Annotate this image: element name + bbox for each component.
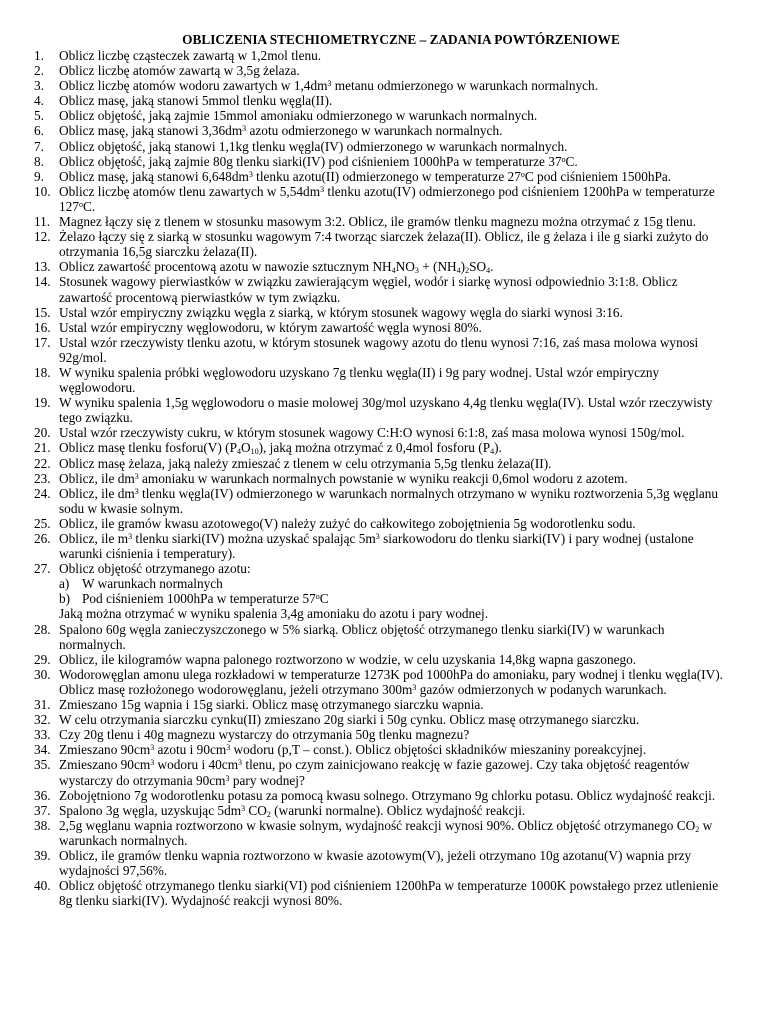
task-item [34,878,728,908]
text-segment: siarkowodoru do tlenku siarki(IV) i pary wodnej (ustalone warunki ciśnienia i temperatury). [59,531,694,562]
task-number: 20. [34,425,51,441]
task-item [34,788,728,803]
superscript: 3 [238,758,243,768]
task-number: 22. [34,455,51,471]
text-segment: C. [565,153,578,169]
task-number: 11. [34,214,51,230]
text-segment: Oblicz masę, jaką stanowi 3,36dm [59,123,243,139]
task-item [34,154,728,169]
task-item [34,78,728,93]
task-number: 21. [34,440,51,456]
text-segment: Oblicz zawartość procentową azotu w nawozie sztucznym NH [59,259,392,275]
superscript: 3 [241,803,246,813]
text-segment: Oblicz, ile dm [59,470,135,486]
task-item [34,229,728,259]
superscript: 3 [327,79,332,89]
task-item [34,486,728,516]
task-number: 33. [34,727,51,743]
text-segment: Oblicz, ile m [59,531,129,546]
task-item [34,108,728,123]
task-number: 34. [34,742,51,758]
text-segment: Oblicz masę tlenku fosforu(V) (P [59,440,237,456]
text-segment: Spalono 60g węgla zanieczyszczonego w 5% siarką. Oblicz objętość otrzymanego tlenku siarki(IV) w warunkach normalnych. [59,621,665,652]
text-segment: wodoru (p,T – const.). Oblicz objętości składników mieszaniny poreakcyjnej. [230,742,647,758]
task-number: 40. [34,878,51,894]
task-number: 19. [34,395,51,411]
text-segment: Ustal wzór rzeczywisty cukru, w którym stosunek wagowy C:H:O wynosi 6:1:8, zaś masa molowa wynosi 150g/mol. [59,425,685,441]
task-number: 13. [34,259,51,275]
task-number: 31. [34,697,51,713]
text-segment: Stosunek wagowy pierwiastków w związku zawierającym węgiel, wodór i siarkę wynosi odpowiednio 3:1:8. Oblicz zawartość procentową pierwiastków w tym związku. [59,274,678,305]
task-number: 10. [34,183,51,199]
superscript: 3 [320,184,325,194]
task-item [34,259,728,274]
text-segment: azotu i 90cm [154,742,227,758]
text-segment: Oblicz, ile gramów kwasu azotowego(V) należy zużyć do całkowitego zobojętnienia 5g wodorotlenku sodu. [59,515,636,531]
task-number: 24. [34,485,51,501]
subscript: 2 [695,824,700,834]
task-number: 4. [34,93,44,109]
task-continuation: Jaką można otrzymać w wyniku spalenia 3,4g amoniaku do azotu i pary wodnej. [59,606,489,622]
subscript: 2 [266,809,271,819]
text-segment: metanu odmierzonego w warunkach normalnych. [331,78,599,94]
text-segment: tlenku azotu(II) odmierzonego w temperaturze 27 [252,168,521,184]
task-number: 36. [34,787,51,803]
text-segment: Oblicz masę, jaką stanowi 5mmol tlenku węgla(II). [59,93,333,109]
text-segment: Oblicz objętość, jaką stanowi 1,1kg tlenku węgla(IV) odmierzonego w warunkach normalnych. [59,138,568,154]
task-number: 29. [34,651,51,667]
task-subitem [59,591,728,606]
text-segment: Ustal wzór empiryczny związku węgla z siarką, w którym stosunek wagowy węgla do siarki wynosi 3:16. [59,304,623,320]
text-segment: Czy 20g tlenu i 40g magnezu wystarczy do otrzymania 50g tlenku magnezu? [59,727,470,743]
task-number: 26. [34,531,51,546]
task-item [34,335,728,365]
task-number: 18. [34,364,51,380]
text-segment: Pod ciśnieniem 1000hPa w temperaturze 57 [82,591,316,607]
superscript: 3 [134,486,139,496]
task-item [34,456,728,471]
page-title: OBLICZENIA STECHIOMETRYCZNE – ZADANIA POWTÓRZENIOWE [182,32,620,47]
text-segment: ). [494,440,502,456]
task-item [34,274,728,304]
text-segment: Oblicz objętość otrzymanego tlenku siarki(VI) pod ciśnieniem 1200hPa w temperaturze 1000K powstałego przez utlenienie 8g tlenku siarki(IV). Wydajność reakcji wynosi 80%. [59,878,719,909]
task-item [34,63,728,78]
task-number: 14. [34,274,51,290]
text-segment: tlenku siarki(IV) można uzyskać spalając 5m [132,531,376,546]
task-item [34,320,728,335]
text-segment: Zmieszano 90cm [59,757,151,773]
task-item [34,622,728,652]
task-item [34,531,728,561]
text-segment: pary wodnej? [229,772,305,788]
subscript: 4 [486,266,491,276]
superscript: 3 [128,532,133,541]
text-segment: W wyniku spalenia 1,5g węglowodoru o masie molowej 30g/mol uzyskano 4,4g tlenku węgla(IV). Ustal wzór rzeczywisty tego związku. [59,395,713,426]
task-number: 39. [34,847,51,863]
task-number: 7. [34,138,44,154]
text-segment: Oblicz liczbę atomów wodoru zawartych w 1,4dm [59,78,328,94]
text-segment: Oblicz masę, jaką stanowi 6,648dm [59,168,249,184]
text-segment: Oblicz liczbę atomów tlenu zawartych w 5,54dm [59,183,321,199]
task-item [34,757,728,787]
task-item [34,516,728,531]
task-item [34,652,728,667]
task-item [34,123,728,138]
text-segment: SO [469,259,487,275]
subscript: 2 [465,266,470,276]
task-item [34,169,728,184]
subscript: 4 [391,266,396,276]
task-item [34,395,728,425]
task-item [34,440,728,455]
text-segment: Oblicz, ile kilogramów wapna palonego roztworzono w wodzie, w celu uzyskania 14,8kg wapna gaszonego. [59,651,637,667]
task-number: 38. [34,817,51,833]
task-number: 1. [34,48,44,63]
task-subitem [59,576,728,591]
text-segment: C [319,591,329,607]
task-number: 23. [34,470,51,486]
task-item [34,184,728,214]
text-segment: tlenku węgla(IV) odmierzonego w warunkach normalnych otrzymano w wyniku roztworzenia 5,3g węglanu sodu w kwasie solnym. [59,485,719,516]
task-number: 37. [34,802,51,818]
text-segment: . [490,259,494,275]
superscript: 3 [150,743,155,753]
task-item [34,471,728,486]
task-item [34,305,728,320]
task-item [34,667,728,697]
task-number: 8. [34,153,44,169]
subscript: 10 [250,447,259,457]
text-segment: W celu otrzymania siarczku cynku(II) zmieszano 20g siarki i 50g cynku. Oblicz masę otrzymanego siarczku. [59,712,640,728]
task-number: 28. [34,621,51,637]
task-number: 9. [34,168,44,184]
superscript: 3 [248,169,253,179]
task-item [34,425,728,440]
text-segment: ), jaką można otrzymać z 0,4mol fosforu (P [258,440,491,456]
text-segment: ) [460,259,466,275]
text-segment: Oblicz liczbę atomów zawartą w 3,5g żelaza. [59,63,300,79]
subscript: 3 [414,266,419,276]
task-number: 35. [34,757,51,773]
text-segment: Oblicz objętość, jaką zajmie 80g tlenku siarki(IV) pod ciśnieniem 1000hPa w temperaturze 37 [59,153,562,169]
task-item [34,712,728,727]
text-segment: Zmieszano 15g wapnia i 15g siarki. Oblicz masę otrzymanego siarczku wapnia. [59,697,484,713]
subscript: 4 [236,447,241,457]
text-segment: + (NH [418,259,457,275]
task-item [34,139,728,154]
text-segment: NO [395,259,415,275]
text-segment: Zmieszano 90cm [59,742,151,758]
text-segment: W warunkach normalnych [82,576,223,592]
subitem-label: a) [59,576,70,592]
superscript: 3 [375,532,380,541]
task-number: 12. [34,229,51,245]
superscript: 3 [225,773,230,783]
superscript: 3 [134,471,139,481]
task-number: 15. [34,304,51,320]
subscript: 4 [490,447,495,457]
task-item [34,365,728,395]
text-segment: W wyniku spalenia próbki węglowodoru uzyskano 7g tlenku węgla(II) i 9g pary wodnej. Ustal wzór empiryczny węglowodoru. [59,364,660,396]
text-segment: Oblicz, ile gramów tlenku wapnia roztworzono w kwasie azotowym(V), jeżeli otrzymano 10g azotanu(V) wapnia przy wydajności 97,56%. [59,847,692,879]
text-segment: Oblicz masę żelaza, jaką należy zmieszać z tlenem w celu otrzymania 5,5g tlenku żelaza(II). [59,455,552,471]
task-item [34,803,728,818]
text-segment: amoniaku w warunkach normalnych powstanie w wyniku reakcji 0,6mol wodoru z azotem. [138,470,628,486]
task-number: 2. [34,63,44,79]
task-item [34,561,728,621]
text-segment: azotu odmierzonego w warunkach normalnych. [246,123,503,139]
task-number: 27. [34,561,51,577]
task-number: 6. [34,123,44,139]
subscript: 4 [456,266,461,276]
text-segment: CO [245,802,267,818]
task-item [34,742,728,757]
text-segment: Oblicz objętość, jaką zajmie 15mmol amoniaku odmierzonego w warunkach normalnych. [59,108,538,124]
text-segment: 2,5g węglanu wapnia roztworzono w kwasie solnym, wydajność reakcji wynosi 90%. Oblicz objętość otrzymanego CO [59,817,696,833]
text-segment: (warunki normalne). Oblicz wydajność reakcji. [270,802,526,818]
task-number: 3. [34,78,44,94]
superscript: o [78,199,83,209]
superscript: 3 [242,124,247,134]
text-segment: w warunkach normalnych. [59,817,713,848]
task-item [34,48,728,63]
superscript: o [561,154,566,164]
task-item [34,697,728,712]
text-segment: Wodorowęglan amonu ulega rozkładowi w temperaturze 1273K pod 1000hPa do amoniaku, pary wodnej i tlenku węgla(IV). Oblicz masę rozłożonego wodorowęglanu, jeżeli otrzymano 300m [59,666,723,697]
subitem-label: b) [59,591,71,607]
text-segment: Żelazo łączy się z siarką w stosunku wagowym 7:4 tworząc siarczek żelaza(II). Oblicz, ile g żelaza i ile g siarki zużyto do otrzymania 16,5g siarczku żelaza(II). [59,229,709,260]
text-segment: C pod ciśnieniem 1500hPa. [524,168,672,184]
superscript: o [315,592,320,602]
text-segment: tlenu, po czym zainicjowano reakcję w fazie gazowej. Czy taka objętość reagentów wystarczy do otrzymania 90cm [59,757,690,788]
text-segment: Magnez łączy się z tlenem w stosunku masowym 3:2. Oblicz, ile gramów tlenku magnezu można otrzymać z 15g tlenu. [59,214,696,230]
task-number: 25. [34,515,51,531]
text-segment: C. [82,198,96,214]
text-segment: gazów odmierzonych w podanych warunkach. [416,681,667,697]
text-segment: Spalono 3g węgla, uzyskując 5dm [59,802,242,818]
task-item [34,93,728,108]
task-item [34,848,728,878]
task-list [34,48,728,908]
text-segment: tlenku azotu(IV) odmierzonego pod ciśnieniem 1200hPa w temperaturze 127 [59,183,715,214]
superscript: o [520,169,525,179]
text-segment: Oblicz objętość otrzymanego azotu: [59,561,251,577]
task-number: 17. [34,334,51,350]
task-number: 32. [34,712,51,728]
text-segment: O [240,440,251,456]
text-segment: Oblicz, ile dm [59,485,135,501]
task-item [34,727,728,742]
task-item [34,214,728,229]
task-number: 30. [34,666,51,682]
text-segment: Ustal wzór empiryczny węglowodoru, w którym zawartość węgla wynosi 80%. [59,319,482,335]
superscript: 3 [150,758,155,768]
text-segment: Ustal wzór rzeczywisty tlenku azotu, w którym stosunek wagowy azotu do tlenu wynosi 7:16, zaś masa molowa wynosi 92g/mol. [59,334,699,365]
text-segment: Oblicz liczbę cząsteczek zawartą w 1,2mol tlenu. [59,48,322,63]
superscript: 3 [412,682,417,692]
task-number: 5. [34,108,44,124]
task-item [34,818,728,848]
superscript: 3 [226,743,231,753]
text-segment: wodoru i 40cm [154,757,239,773]
text-segment: Zobojętniono 7g wodorotlenku potasu za pomocą kwasu solnego. Otrzymano 9g chlorku potasu. Oblicz wydajność reakcji. [59,787,716,803]
task-number: 16. [34,319,51,335]
